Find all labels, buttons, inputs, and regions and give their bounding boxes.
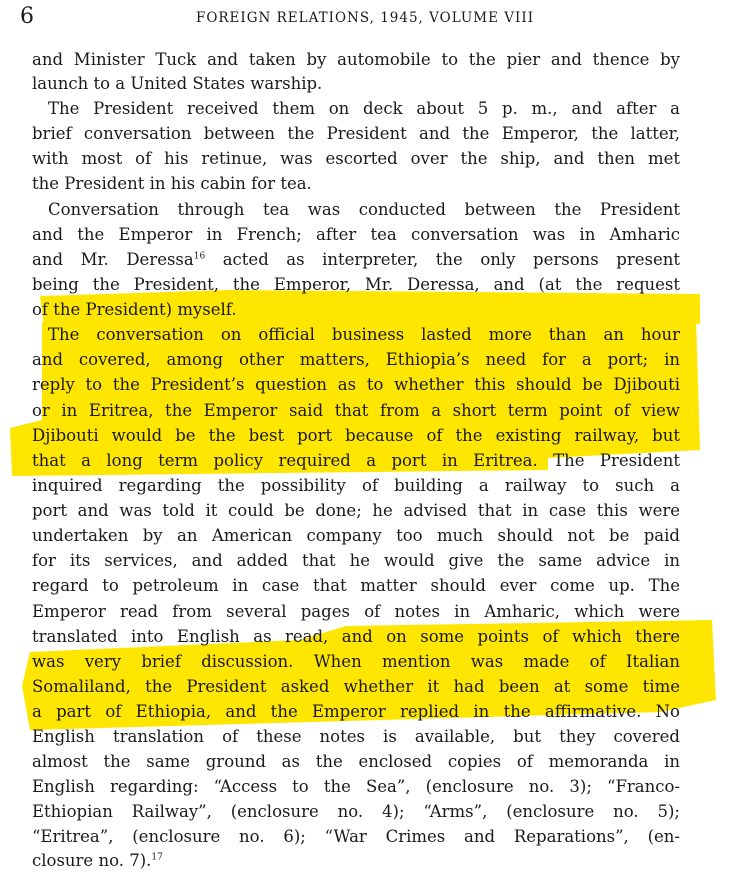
text-line: “Eritrea”, (enclosure no. 6); “War Crimes and Reparations”, (en- bbox=[32, 827, 680, 846]
text-line: and covered, among other matters, Ethiopia’s need for a port; in bbox=[32, 350, 680, 369]
text-line: of the President) myself. bbox=[32, 300, 237, 319]
text-line: English translation of these notes is available, but they covered bbox=[32, 727, 680, 746]
text-line: for its services, and added that he would give the same advice in bbox=[32, 551, 680, 570]
text-line: and Mr. Deressa$^{16}$ acted as interpreter, the only persons present bbox=[32, 250, 680, 269]
text-line: launch to a United States warship. bbox=[32, 74, 323, 93]
text-line: The President received them on deck about 5 p. m., and after a bbox=[48, 99, 680, 118]
text-line: was very brief discussion. When mention was made of Italian bbox=[32, 652, 680, 671]
text-line: Djibouti would be the best port because of the existing railway, but bbox=[32, 426, 680, 445]
text-line: Somaliland, the President asked whether it had been at some time bbox=[32, 677, 680, 696]
footnote-ref-16: 16 bbox=[193, 251, 206, 262]
text-line: regard to petroleum in case that matter should ever come up. The bbox=[32, 576, 680, 595]
text-line: and Minister Tuck and taken by automobile to the pier and thence by bbox=[32, 50, 680, 69]
text-line: or in Eritrea, the Emperor said that from a short term point of view bbox=[32, 401, 680, 420]
text-line: and the Emperor in French; after tea conversation was in Amharic bbox=[32, 225, 680, 244]
text-line: Conversation through tea was conducted between the President bbox=[48, 200, 680, 219]
page-header bbox=[0, 4, 730, 30]
text-line: the President in his cabin for tea. bbox=[32, 174, 312, 193]
text-line: closure no. 7).$^{17}$ bbox=[32, 851, 163, 870]
running-title: FOREIGN RELATIONS, 1945, VOLUME VIII bbox=[195, 10, 535, 26]
text-line: almost the same ground as the enclosed copies of memoranda in bbox=[32, 752, 680, 771]
text-line: that a long term policy required a port in Eritrea. The President bbox=[32, 451, 680, 470]
text-line: undertaken by an American company too much should not be paid bbox=[32, 526, 680, 545]
text-line: a part of Ethiopia, and the Emperor replied in the affirmative. No bbox=[32, 702, 680, 721]
text-line: inquired regarding the possibility of building a railway to such a bbox=[32, 476, 680, 495]
text-line: reply to the President’s question as to whether this should be Djibouti bbox=[32, 375, 680, 394]
text-line: The conversation on official business lasted more than an hour bbox=[48, 325, 680, 344]
footnote-ref-17: 17 bbox=[151, 852, 163, 863]
text-line: being the President, the Emperor, Mr. Deressa, and (at the request bbox=[32, 275, 680, 294]
text-line: port and was told it could be done; he advised that in case this were bbox=[32, 501, 680, 520]
page-number: 6 bbox=[20, 4, 34, 29]
text-line: Emperor read from several pages of notes in Amharic, which were bbox=[32, 602, 680, 621]
text-line: translated into English as read, and on some points of which there bbox=[32, 627, 680, 646]
text-line: English regarding: “Access to the Sea”, (enclosure no. 3); “Franco- bbox=[32, 777, 680, 796]
text-line: Ethiopian Railway”, (enclosure no. 4); “Arms”, (enclosure no. 5); bbox=[32, 802, 680, 821]
text-line: with most of his retinue, was escorted over the ship, and then met bbox=[32, 149, 680, 168]
text-line: brief conversation between the President and the Emperor, the latter, bbox=[32, 124, 680, 143]
